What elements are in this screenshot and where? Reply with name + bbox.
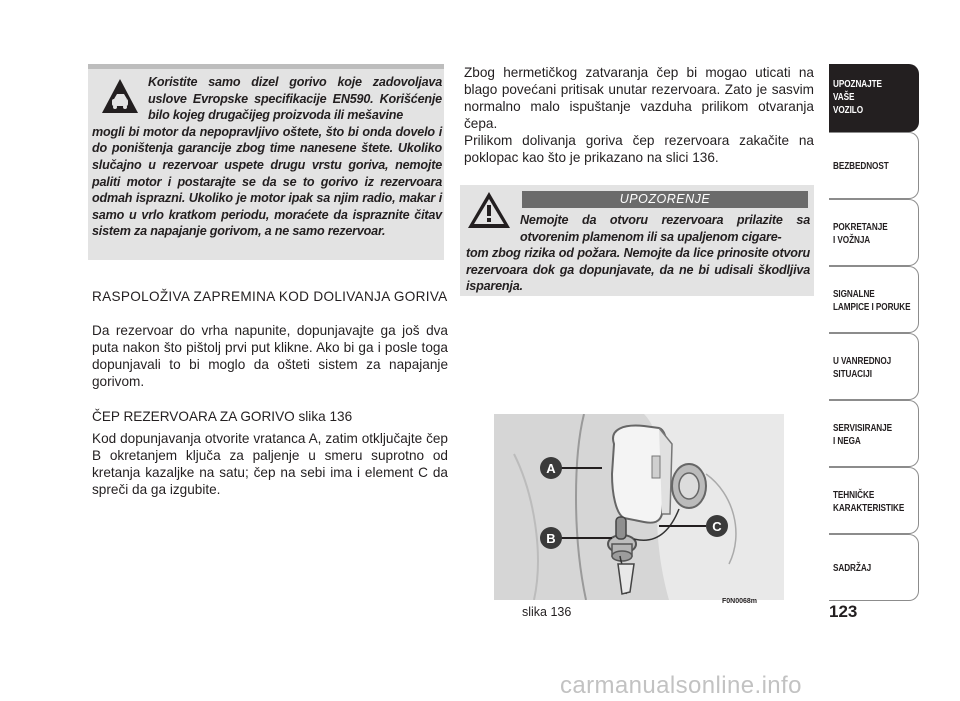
tab-tehnicke-karakteristike[interactable]	[829, 467, 919, 534]
tab-u-vanrednoj-situaciji[interactable]	[829, 333, 919, 400]
tab-sadrzaj[interactable]	[829, 534, 919, 601]
figure-label-c: C	[712, 519, 722, 534]
note-top-bar	[88, 64, 444, 69]
tab-servisiranje-i-nega[interactable]	[829, 400, 919, 467]
section-heading-fuel-cap: ČEP REZERVOARA ZA GORIVO slika 136	[92, 409, 353, 424]
tab-label: SADRŽAJ	[833, 562, 872, 574]
note-text-rest: mogli bi motor da nepopravljivo oštete, što bi onda dovelo i do poništenja garancije zbog time nanesene štete. Ukoliko slučajno u rezervoar uspete drugu vrstu goriva, nemojte paliti motor i postarajte se da se to gorivo iz rezervoara odmah isprazni. Ukoliko je motor ipak sa njim radio, makar i samo u vrlo kratkom periodu, moraćete da ispraznite čitav sistem za napajanje gorivom, a ne samo rezervoar.	[92, 124, 442, 239]
figure-caption: slika 136	[522, 605, 572, 619]
tab-label: U VANREDNOJ SITUACIJI	[833, 355, 892, 380]
tab-bezbednost[interactable]	[829, 132, 919, 199]
tab-label: SERVISIRANJE I NEGA	[833, 422, 892, 447]
tab-signalne-lampice[interactable]	[829, 266, 919, 333]
figure-code: F0N0068m	[722, 598, 758, 605]
tab-label: BEZBEDNOST	[833, 160, 889, 172]
note-text	[92, 74, 442, 240]
warning-text-first: Nemojte da otvoru rezervoara prilazite sa otvorenim plamenom ili sa upaljenom cigare-	[520, 213, 810, 244]
figure-label-b: B	[546, 531, 556, 546]
tab-label: SIGNALNE LAMPICE I PORUKE	[833, 288, 911, 313]
tab-label: POKRETANJE I VOŽNJA	[833, 221, 888, 246]
warning-title: UPOZORENJE	[522, 191, 808, 208]
paragraph-pressure: Zbog hermetičkog zatvaranja čep bi mogao uticati na blago povećani pritisak unutar rezervoara. Zato je sasvim normalno malo ispuštanje vazduha prilikom otvaranja čepa.	[464, 65, 814, 131]
warning-text-rest: tom zbog rizika od požara. Nemojte da lice prinosite otvoru rezervoara dok ga dopunjavate, da ne bi udisali škodljiva isparenja.	[466, 246, 810, 294]
paragraph-hook-cap: Prilikom dolivanja goriva čep rezervoara zakačite na poklopac kao što je prikazano na slici 136.	[464, 133, 814, 165]
figure-label-a: A	[546, 461, 556, 476]
tab-label: UPOZNAJTE VAŠE VOZILO	[833, 78, 882, 116]
section-text-fuel-cap: Kod dopunjavanja otvorite vratanca A, zatim otključajte čep B okretanjem ključa za paljenje u smeru suprotno od kretanja kazaljke na satu; čep na sebi ima i element C da spreči da ga izgubite.	[92, 431, 448, 497]
warning-text	[466, 212, 810, 295]
tab-pokretanje-i-voznja[interactable]	[829, 199, 919, 266]
note-text-first: Koristite samo dizel gorivo koje zadovoljava uslove Evropske specifikacije EN590. Korišćenje bilo kojeg drugačijeg proizvoda ili mešavine	[148, 75, 442, 123]
section-text-capacity: Da rezervoar do vrha napunite, dopunjavajte ga još dva puta nakon što pištolj prvi put klikne. Ako bi ga i posle toga dopunjavali to bi moglo da ošteti sistem za napajanje gorivom.	[92, 323, 448, 389]
section-heading-capacity: RASPOLOŽIVA ZAPREMINA KOD DOLIVANJA GORIVA	[92, 289, 448, 304]
page-number: 123	[829, 602, 858, 621]
tab-label: TEHNIČKE KARAKTERISTIKE	[833, 489, 905, 514]
figure-illustration	[494, 414, 784, 600]
figure-fuel-cap	[494, 414, 784, 600]
tab-upoznajte-vase-vozilo[interactable]	[829, 64, 919, 132]
watermark: carmanualsonline.info	[560, 672, 802, 699]
